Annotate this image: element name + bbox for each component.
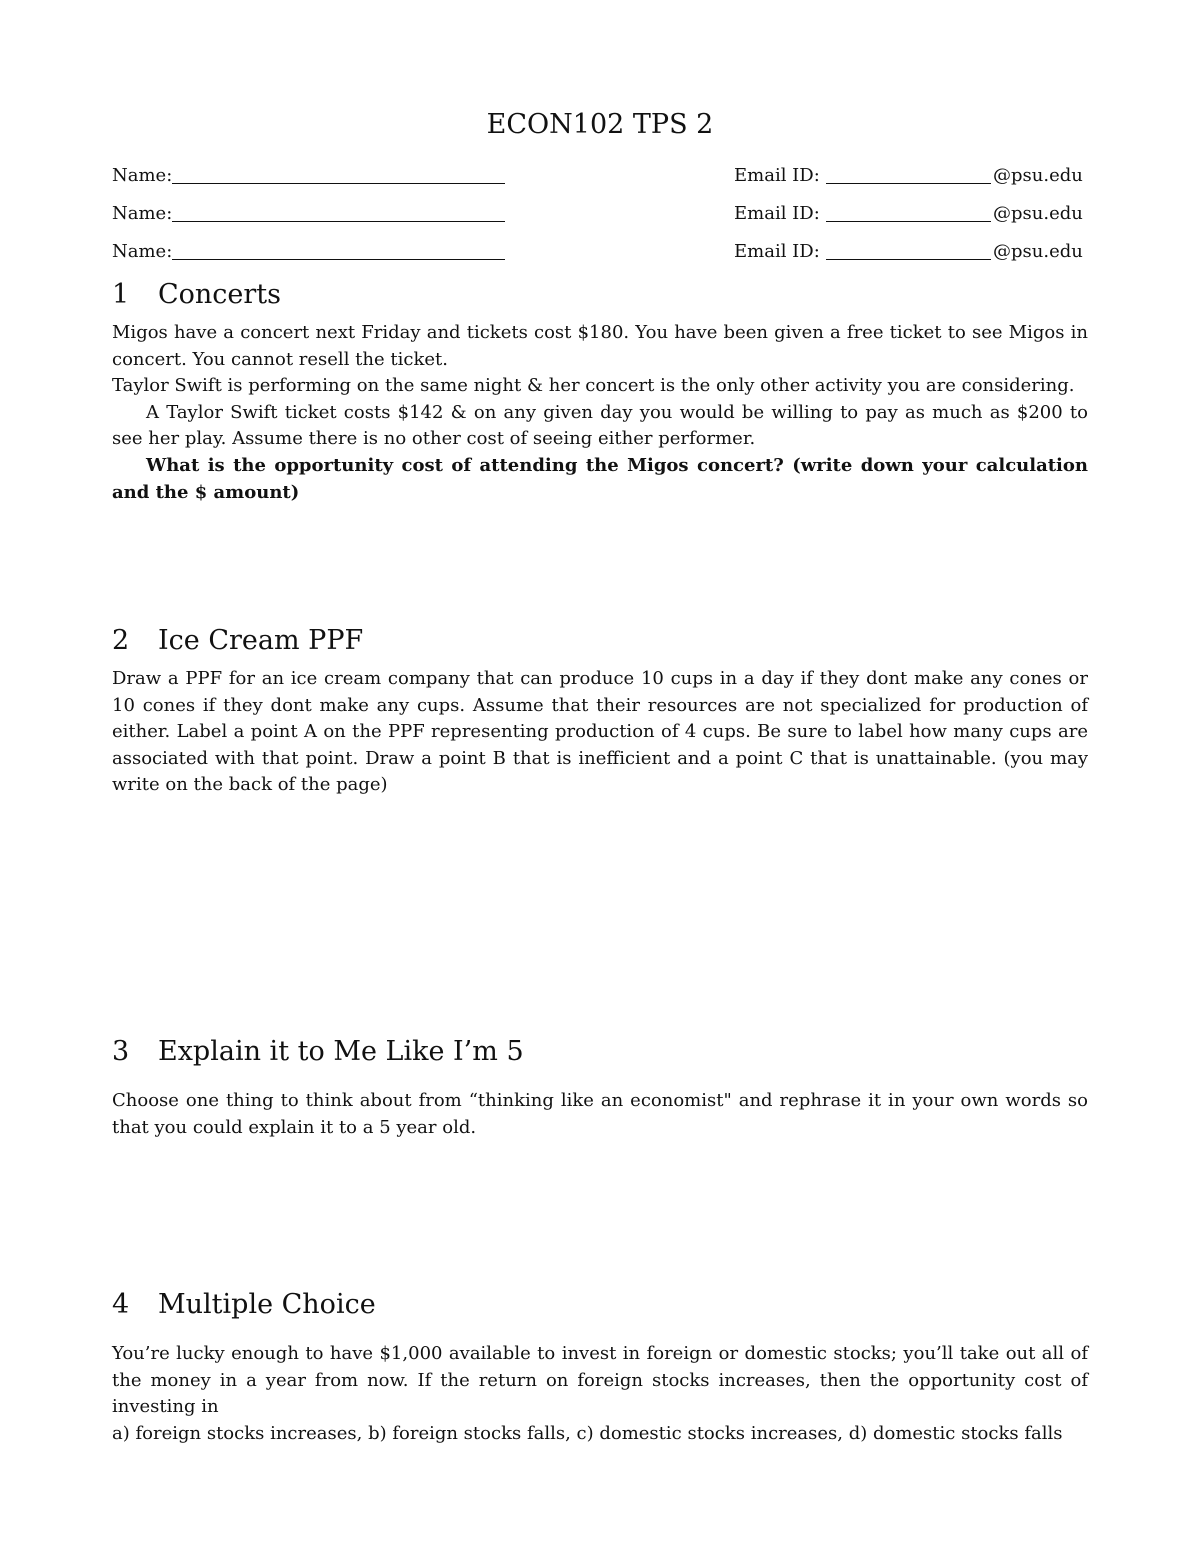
email-label: Email ID: xyxy=(734,203,820,224)
email-suffix: @psu.edu xyxy=(993,203,1083,224)
name-blank-line xyxy=(172,221,505,222)
section-body-concerts xyxy=(112,320,1088,506)
section-heading-multiple-choice xyxy=(112,1288,376,1322)
section-body-explain-like-5 xyxy=(112,1088,1088,1141)
email-suffix: @psu.edu xyxy=(993,165,1083,186)
paragraph: Taylor Swift is performing on the same night & her concert is the only other activity you are considering. xyxy=(112,375,1075,397)
paragraph: You’re lucky enough to have $1,000 available to invest in foreign or domestic stocks; you’ll take out all of the money in a year from now. If the return on foreign stocks increases, then the opportunity cost of investing in xyxy=(112,1343,1088,1418)
name-label: Name: xyxy=(112,203,173,224)
email-suffix: @psu.edu xyxy=(993,241,1083,262)
student-field-row-2 xyxy=(112,201,1084,227)
section-body-ice-cream-ppf xyxy=(112,666,1088,799)
name-blank-line xyxy=(172,259,505,260)
section-title: Multiple Choice xyxy=(158,1289,376,1320)
section-title: Ice Cream PPF xyxy=(158,625,364,656)
email-label: Email ID: xyxy=(734,241,820,262)
email-blank-line xyxy=(826,259,991,260)
section-number: 1 xyxy=(112,279,130,310)
paragraph: A Taylor Swift ticket costs $142 & on any given day you would be willing to pay as much as $200 to see her play. Assume there is no other cost of seeing either performer. xyxy=(112,401,1088,450)
section-heading-ice-cream-ppf xyxy=(112,624,363,658)
name-blank-line xyxy=(172,183,505,184)
page-title: ECON102 TPS 2 xyxy=(486,109,714,140)
section-body-multiple-choice xyxy=(112,1341,1088,1447)
paragraph: Choose one thing to think about from “thinking like an economist" and rephrase it in your own words so that you could explain it to a 5 year old. xyxy=(112,1090,1088,1138)
section-heading-explain-like-5 xyxy=(112,1035,524,1069)
answer-choices: a) foreign stocks increases, b) foreign stocks falls, c) domestic stocks increases, d) domestic stocks falls xyxy=(112,1422,1063,1444)
section-heading-concerts xyxy=(112,278,281,312)
name-label: Name: xyxy=(112,241,173,262)
email-blank-line xyxy=(826,221,991,222)
paragraph: Migos have a concert next Friday and tickets cost $180. You have been given a free ticket to see Migos in concert. You cannot resell the ticket. xyxy=(112,322,1088,370)
student-field-row-1 xyxy=(112,163,1084,189)
section-title: Concerts xyxy=(158,279,282,310)
student-field-row-3 xyxy=(112,239,1084,265)
section-title: Explain it to Me Like I’m 5 xyxy=(158,1036,524,1067)
email-blank-line xyxy=(826,183,991,184)
question-prompt: What is the opportunity cost of attending the Migos concert? (write down your calculation and the $ amount) xyxy=(112,454,1088,503)
section-number: 2 xyxy=(112,625,130,656)
email-label: Email ID: xyxy=(734,165,820,186)
section-number: 3 xyxy=(112,1036,130,1067)
name-label: Name: xyxy=(112,165,173,186)
section-number: 4 xyxy=(112,1289,130,1320)
paragraph: Draw a PPF for an ice cream company that can produce 10 cups in a day if they dont make any cones or 10 cones if they dont make any cups. Assume that their resources are not specialized for production of either. Label a point A on the PPF representing production of 4 cups. Be sure to label how many cups are associated with that point. Draw a point B that is inefficient and a point C that is unattainable. (you may write on the back of the page) xyxy=(112,668,1088,796)
